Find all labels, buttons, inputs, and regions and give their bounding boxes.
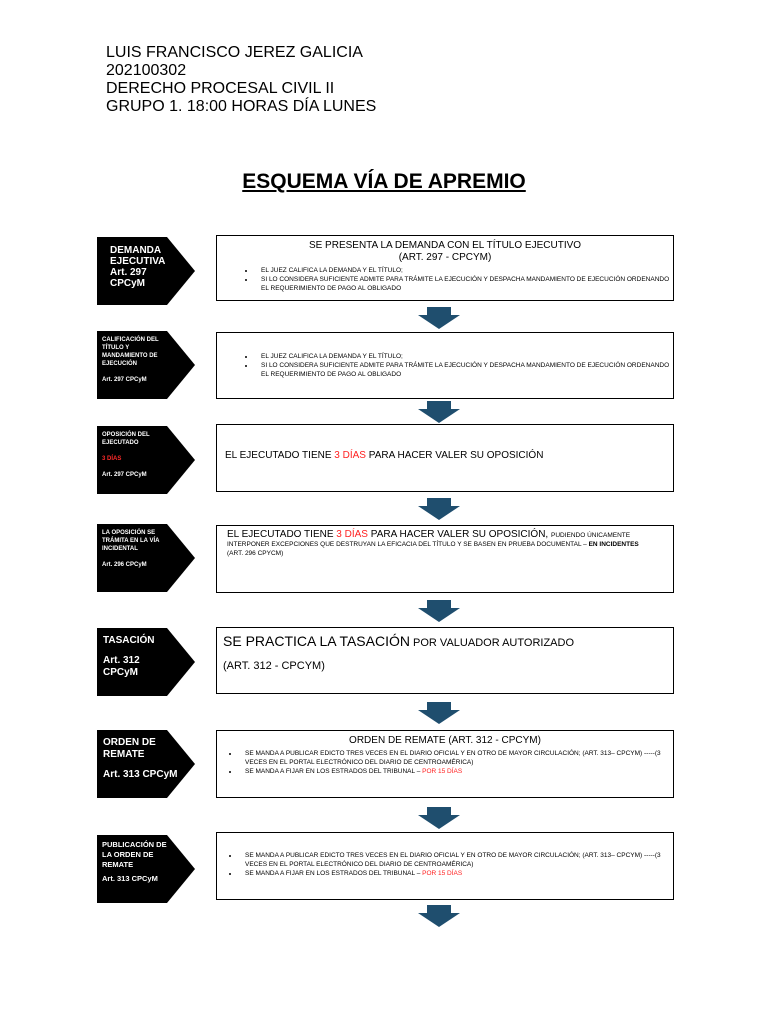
tag-line: EJECUCIÓN	[102, 361, 138, 367]
bullet-item: • SE MANDA A FIJAR EN LOS ESTRADOS DEL TRIBUNAL – POR 15 DÍAS	[239, 767, 673, 776]
page-title: ESQUEMA VÍA DE APREMIO	[242, 170, 526, 193]
box-subheading: (ART. 297 - CPCYM)	[398, 252, 492, 263]
author-name: LUIS FRANCISCO JEREZ GALICIA	[106, 44, 363, 61]
box-text-highlight: 3 DÍAS	[334, 450, 366, 461]
step-box-publicacion	[216, 832, 674, 900]
step-box-calificacion	[216, 332, 674, 399]
down-arrow-icon	[418, 498, 460, 520]
author-header	[106, 44, 376, 116]
box-bullets	[217, 749, 673, 776]
box-text-large: SE PRACTICA LA TASACIÓN	[223, 633, 410, 649]
tag-line: Art. 297	[110, 267, 147, 278]
down-arrow-icon	[418, 702, 460, 724]
step-tag-publicacion	[97, 835, 195, 903]
tag-line: ORDEN DE	[103, 737, 156, 748]
box-bullets	[217, 352, 673, 379]
down-arrow-icon	[418, 401, 460, 423]
bullet-item: • SE MANDA A PUBLICAR EDICTO TRES VECES EN EL DIARIO OFICIAL Y EN OTRO DE MAYOR CIRCULACIÓN; (ART. 313– CPCYM) -----(3 VECES EN EL PORTAL ELECTRÓNICO DEL DIARIO DE CENTROAMÉRICA)	[239, 851, 673, 869]
bullet-item: • SE MANDA A FIJAR EN LOS ESTRADOS DEL TRIBUNAL – POR 15 DÍAS	[239, 869, 673, 878]
step-tag-oposicion	[97, 426, 195, 494]
group-schedule: GRUPO 1. 18:00 HORAS DÍA LUNES	[106, 98, 377, 115]
step-tag-demanda	[97, 237, 195, 305]
step-box-orden-remate	[216, 730, 674, 798]
tag-line: Art. 296 CPCyM	[102, 562, 147, 568]
box-text: PARA HACER VALER SU OPOSICIÓN	[365, 450, 544, 461]
student-id: 202100302	[106, 62, 187, 79]
step-box-via-incidental	[216, 525, 674, 593]
step-box-oposicion	[216, 424, 674, 492]
tag-line: REMATE	[103, 749, 145, 760]
box-bullets	[217, 266, 673, 293]
tag-line: Art. 313 CPCyM	[103, 769, 178, 780]
tag-line: MANDAMIENTO DE	[102, 353, 158, 359]
tag-line: Art. 297 CPCyM	[102, 472, 147, 478]
tag-line: TRÁMITA EN LA VÍA	[102, 538, 160, 544]
step-box-demanda	[216, 235, 674, 301]
tag-line: INCIDENTAL	[102, 546, 138, 552]
bullet-item: • SI LO CONSIDERA SUFICIENTE ADMITE PARA TRÁMITE LA EJECUCIÓN Y DESPACHA MANDAMIENTO DE EJECUCIÓN ORDENANDO EL REQUERIMIENTO DE PAGO AL OBLIGADO	[255, 361, 673, 379]
bullet-highlight: POR 15 DÍAS	[422, 870, 463, 877]
box-reference: (ART. 296 CPYCM)	[227, 550, 284, 557]
step-tag-tasacion	[97, 628, 195, 696]
down-arrow-icon	[418, 307, 460, 329]
tag-line: Art. 313 CPCyM	[102, 874, 158, 883]
down-arrow-icon	[418, 600, 460, 622]
course-name: DERECHO PROCESAL CIVIL II	[106, 80, 335, 97]
down-arrow-icon	[418, 905, 460, 927]
step-tag-orden-remate	[97, 730, 195, 798]
bullet-highlight: POR 15 DÍAS	[422, 768, 463, 775]
tag-line: CALIFICACIÓN DEL	[102, 337, 159, 343]
tag-line: Art. 312	[103, 655, 140, 666]
tag-line: CPCyM	[103, 667, 139, 678]
box-heading: SE PRESENTA LA DEMANDA CON EL TÍTULO EJECUTIVO	[308, 240, 582, 251]
tag-line: PUBLICACIÓN DE	[102, 840, 167, 849]
tag-line: CPCyM	[110, 278, 146, 289]
tag-line: TASACIÓN	[103, 635, 155, 646]
tag-line: LA ORDEN DE	[102, 850, 154, 859]
box-text: POR VALUADOR AUTORIZADO	[409, 637, 574, 649]
box-bullets	[217, 851, 673, 878]
box-text: PARA HACER VALER SU OPOSICIÓN,	[367, 529, 551, 540]
down-arrow-icon	[418, 807, 460, 829]
tag-line: LA OPOSICIÓN SE	[102, 530, 156, 536]
box-heading: ORDEN DE REMATE (ART. 312 - CPCYM)	[349, 735, 541, 746]
tag-line: Art. 297 CPCyM	[102, 377, 147, 383]
tag-line: EJECUTIVA	[110, 256, 166, 267]
tag-line: EJECUTADO	[102, 440, 139, 446]
bullet-item: • EL JUEZ CALIFICA LA DEMANDA Y EL TÍTULO;	[255, 352, 673, 361]
box-reference: (ART. 312 - CPCYM)	[223, 660, 325, 672]
box-text: EL EJECUTADO TIENE	[227, 529, 337, 540]
tag-line-highlight: 3 DÍAS	[102, 456, 122, 462]
tag-line: REMATE	[102, 860, 134, 869]
box-text-bold: EN INCIDENTES	[588, 541, 639, 548]
step-box-tasacion	[216, 627, 674, 694]
bullet-item: • SE MANDA A PUBLICAR EDICTO TRES VECES EN EL DIARIO OFICIAL Y EN OTRO DE MAYOR CIRCULACIÓN; (ART. 313– CPCYM) -----(3 VECES EN EL PORTAL ELECTRÓNICO DEL DIARIO DE CENTROAMÉRICA)	[239, 749, 673, 767]
tag-line: TÍTULO Y	[102, 345, 130, 351]
bullet-item: • EL JUEZ CALIFICA LA DEMANDA Y EL TÍTULO;	[255, 266, 673, 275]
box-text-small: PUDIENDO ÚNICAMENTE INTERPONER EXCEPCIONES QUE DESTRUYAN LA EFICACIA DEL TÍTULO Y SE BASEN EN PRUEBA DOCUMENTAL –	[227, 532, 631, 548]
step-tag-calificacion	[97, 331, 195, 399]
box-text: EL EJECUTADO TIENE	[225, 450, 335, 461]
step-tag-via-incidental	[97, 524, 195, 592]
bullet-item: • SI LO CONSIDERA SUFICIENTE ADMITE PARA TRÁMITE LA EJECUCIÓN Y DESPACHA MANDAMIENTO DE EJECUCIÓN ORDENANDO EL REQUERIMIENTO DE PAGO AL OBLIGADO	[255, 275, 673, 293]
tag-line: DEMANDA	[110, 245, 162, 256]
box-text-highlight: 3 DÍAS	[336, 529, 368, 540]
tag-line: OPOSICIÓN DEL	[102, 432, 150, 438]
